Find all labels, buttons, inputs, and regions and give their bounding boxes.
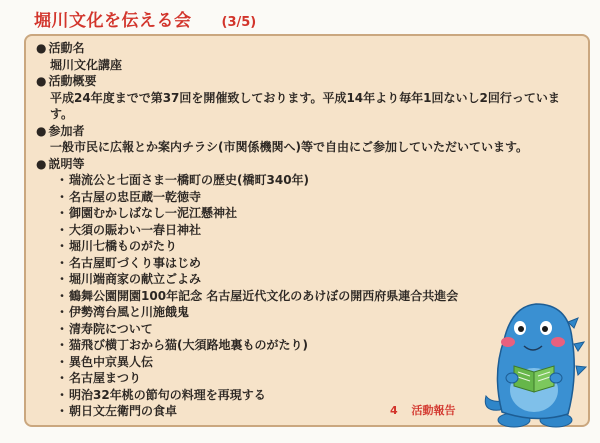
lectures-heading: ● 説明等 bbox=[36, 156, 584, 173]
page-number: (3/5) bbox=[221, 15, 257, 30]
participants-text: 一般市民に広報とか案内チラシ(市関係機関へ)等で自由にご参加していただいています。 bbox=[50, 140, 529, 154]
list-item: ・ 朝日文左衛門の食卓 bbox=[36, 403, 584, 420]
list-item: ・ 明治32年桃の節句の料理を再現する bbox=[36, 387, 584, 404]
list-item: ・ 名古屋まつり bbox=[36, 370, 584, 387]
list-item: ・ 伊勢湾台風と川施餓鬼 bbox=[36, 304, 584, 321]
activity-name-value: 堀川文化講座 bbox=[50, 57, 123, 72]
header bbox=[34, 6, 256, 30]
activity-summary-heading: ● 活動概要 bbox=[36, 73, 584, 90]
blue-dinosaur-reading-book-icon bbox=[478, 292, 590, 430]
page-title: 堀川文化を伝える会 bbox=[34, 11, 192, 31]
list-item: ・ 名古屋の忠臣蔵一乾徳寺 bbox=[36, 189, 584, 206]
list-item: ・ 御園むかしばなし一泥江懸神社 bbox=[36, 205, 584, 222]
footer-page-number: 4 bbox=[390, 404, 398, 417]
list-item: ・ 大須の賑わい一春日神社 bbox=[36, 222, 584, 239]
list-item: ・ 清寿院について bbox=[36, 321, 584, 338]
list-item: ・ 堀川七橋ものがたり bbox=[36, 238, 584, 255]
list-item: ・ 堀川端商家の献立ごよみ bbox=[36, 271, 584, 288]
participants-heading: ● 参加者 bbox=[36, 123, 584, 140]
list-item: ・ 鶴舞公園開園100年記念 名古屋近代文化のあけぼの開西府県連合共進会 bbox=[36, 288, 584, 305]
list-item: ・ 猫飛び横丁おから猫(大須路地裏ものがたり) bbox=[36, 337, 584, 354]
activity-summary-text: 平成24年度までで第37回を開催致しております。平成14年より毎年1回ないし2回行っています。 bbox=[50, 90, 560, 121]
list-item: ・ 名古屋町づくり事はじめ bbox=[36, 255, 584, 272]
footer bbox=[390, 402, 456, 418]
list-item: ・ 瑞流公と七面さま一橋町の歴史(橋町340年) bbox=[36, 172, 584, 189]
list-item: ・ 異色中京異人伝 bbox=[36, 354, 584, 371]
footer-label: 活動報告 bbox=[411, 404, 456, 417]
activity-name-heading: ● 活動名 bbox=[36, 40, 584, 57]
